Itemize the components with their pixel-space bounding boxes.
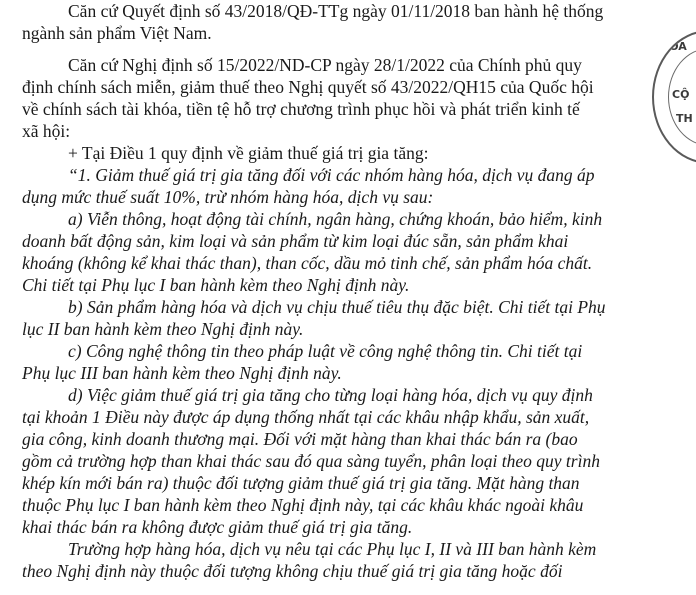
text-line: thuộc Phụ lục I ban hành kèm theo Nghị định này, tại các khâu khác ngoài khâu xyxy=(22,495,584,515)
text-line: dụng mức thuế suất 10%, trừ nhóm hàng hóa, dịch vụ sau: xyxy=(22,187,434,207)
text-line: Căn cứ Quyết định số 43/2018/QĐ-TTg ngày 01/11/2018 ban hành hệ thống xyxy=(68,1,604,21)
text-line: + Tại Điều 1 quy định về giảm thuế giá trị gia tăng: xyxy=(68,143,429,163)
text-line: Chi tiết tại Phụ lục I ban hành kèm theo Nghị định này. xyxy=(22,275,410,295)
seal-text: CỘ xyxy=(672,88,690,101)
text-line: “1. Giảm thuế giá trị gia tăng đối với các nhóm hàng hóa, dịch vụ đang áp xyxy=(68,165,595,185)
text-line: khoáng (không kể khai thác than), than cốc, dầu mỏ tinh chế, sản phẩm hóa chất. xyxy=(22,253,593,273)
official-seal-stamp xyxy=(652,30,696,164)
text-line: về chính sách tài khóa, tiền tệ hỗ trợ chương trình phục hồi và phát triển kinh tế xyxy=(22,99,580,119)
text-line: khép kín mới bán ra) thuộc đối tượng giảm thuế giá trị gia tăng. Mặt hàng than xyxy=(22,473,580,493)
text-line: ngành sản phẩm Việt Nam. xyxy=(22,23,212,43)
text-line: d) Việc giảm thuế giá trị gia tăng cho từng loại hàng hóa, dịch vụ quy định xyxy=(68,385,593,405)
text-line: a) Viễn thông, hoạt động tài chính, ngân hàng, chứng khoán, bảo hiểm, kinh xyxy=(68,209,603,229)
seal-text: HÒA xyxy=(660,40,687,53)
text-line: c) Công nghệ thông tin theo pháp luật về công nghệ thông tin. Chi tiết tại xyxy=(68,341,583,361)
text-line: tại khoản 1 Điều này được áp dụng thống nhất tại các khâu nhập khẩu, sản xuất, xyxy=(22,407,590,427)
seal-text: TH xyxy=(676,112,693,125)
text-line: gồm cả trường hợp than khai thác sau đó qua sàng tuyển, phân loại theo quy trình xyxy=(22,451,600,471)
text-line: xã hội: xyxy=(22,121,71,141)
text-line: doanh bất động sản, kim loại và sản phẩm từ kim loại đúc sẵn, sản phẩm khai xyxy=(22,231,569,251)
text-line: gia công, kinh doanh thương mại. Đối với mặt hàng than khai thác bán ra (bao xyxy=(22,429,578,449)
text-line: lục II ban hành kèm theo Nghị định này. xyxy=(22,319,304,339)
text-line: theo Nghị định này thuộc đối tượng không chịu thuế giá trị gia tăng hoặc đối xyxy=(22,561,563,581)
text-line: b) Sản phẩm hàng hóa và dịch vụ chịu thuế tiêu thụ đặc biệt. Chi tiết tại Phụ xyxy=(68,297,606,317)
text-line: Trường hợp hàng hóa, dịch vụ nêu tại các Phụ lục I, II và III ban hành kèm xyxy=(68,539,597,559)
text-line: khai thác bán ra không được giảm thuế giá trị gia tăng. xyxy=(22,517,413,537)
text-line: định chính sách miễn, giảm thuế theo Nghị quyết số 43/2022/QH15 của Quốc hội xyxy=(22,77,594,97)
text-line: Căn cứ Nghị định số 15/2022/ND-CP ngày 28/1/2022 của Chính phủ quy xyxy=(68,55,582,75)
text-line: Phụ lục III ban hành kèm theo Nghị định này. xyxy=(22,363,342,383)
